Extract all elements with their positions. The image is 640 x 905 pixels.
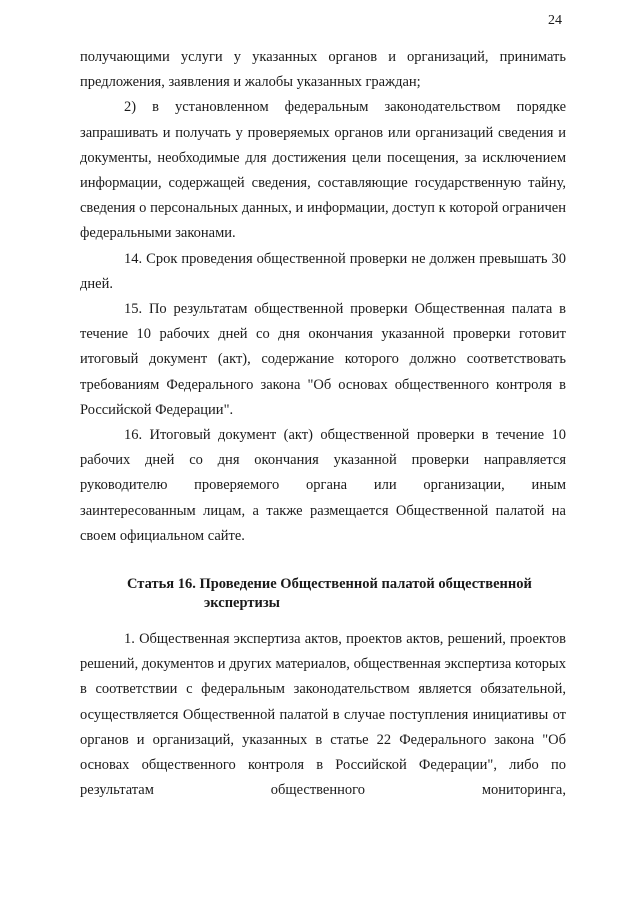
paragraph-14: 14. Срок проведения общественной проверки не должен превышать 30 дней.	[80, 250, 566, 292]
page-number: 24	[548, 13, 562, 28]
article-16-heading	[80, 575, 566, 613]
article-heading-line-1: Статья 16. Проведение Общественной палатой общественной	[127, 576, 532, 593]
article-16-paragraph-1: 1. Общественная экспертиза актов, проектов актов, решений, проектов решений, документов и других материалов, общественная экспертиза которых в соответствии с федеральным законодательством является обязательной, осуществляется Общественной палатой в случае поступления инициативы от органов и организаций, указанных в статье 22 Федерального закона "Об основах общественного контроля в Российской Федерации", либо по результатам общественного мониторинга,	[80, 631, 566, 799]
article-heading-line-2: экспертизы	[204, 595, 280, 612]
paragraph-15: 15. По результатам общественной проверки Общественная палата в течение 10 рабочих дней со дня окончания указанной проверки готовит итоговый документ (акт), содержание которого должно соответствовать требованиям Федерального закона "Об основах общественного контроля в Российской Федерации".	[80, 301, 566, 418]
paragraph-16: 16. Итоговый документ (акт) общественной проверки в течение 10 рабочих дней со дня окончания указанной проверки направляется руководителю проверяемого органа или организации, иным заинтересованным лицам, а также размещается Общественной палатой на своем официальном сайте.	[80, 427, 566, 544]
paragraph-continuation: получающими услуги у указанных органов и организаций, принимать предложения, заявления и жалобы указанных граждан;	[80, 49, 566, 91]
paragraph-item-2: 2) в установленном федеральным законодательством порядке запрашивать и получать у проверяемых органов или организаций сведения и документы, необходимые для достижения цели посещения, за исключением информации, содержащей сведения, составляющие государственную тайну, сведения о персональных данных, и информации, доступ к которой ограничен федеральными законами.	[80, 99, 566, 242]
document-body	[80, 45, 566, 803]
